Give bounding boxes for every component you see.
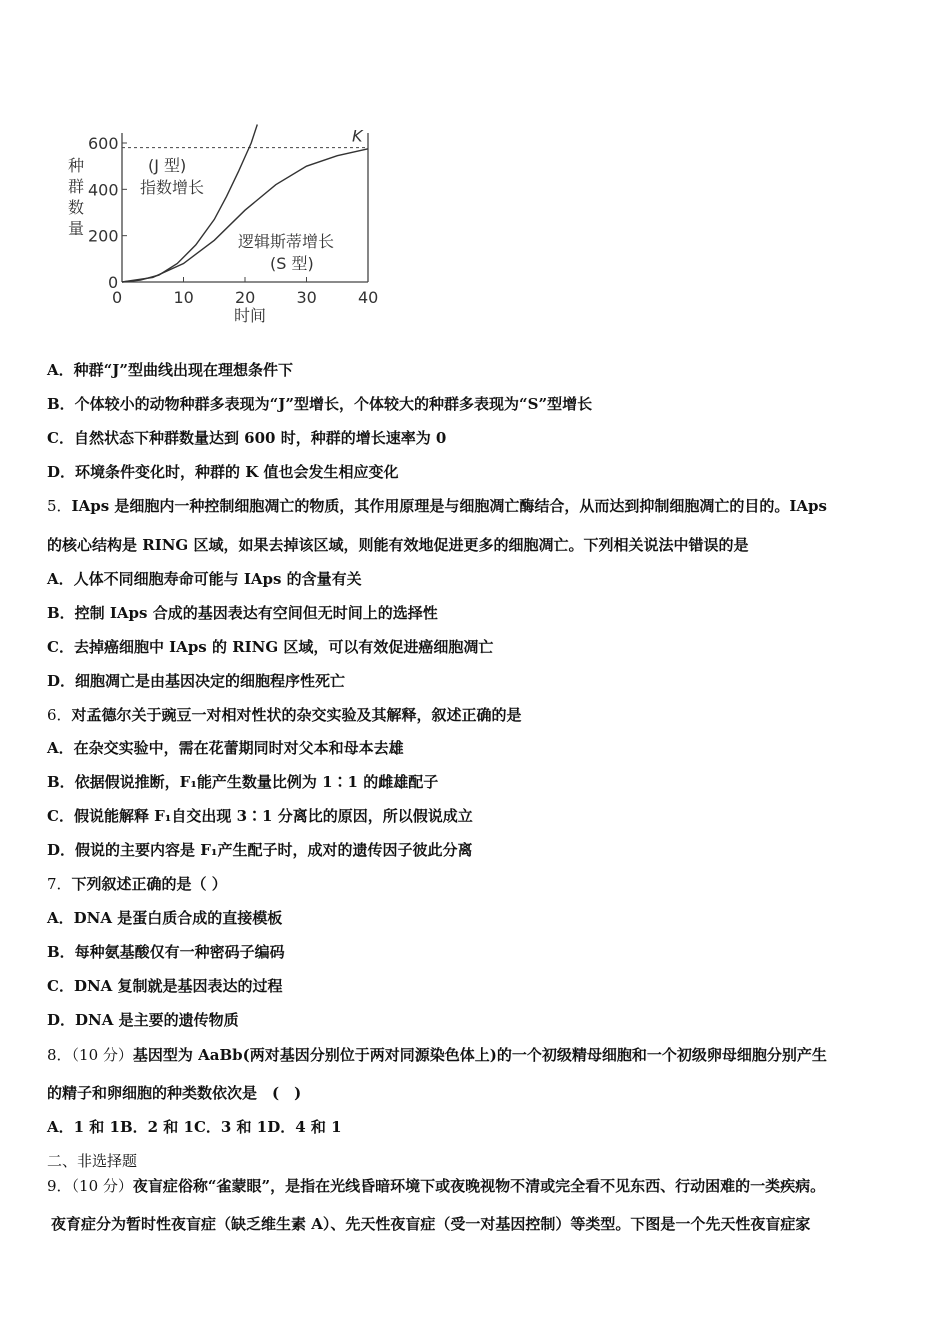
line-text: B．依据假说推断，F₁能产生数量比例为 1∶1 的雌雄配子 [47, 773, 439, 791]
line-text: C．去掉癌细胞中 IAps 的 RING 区域，可以有效促进癌细胞凋亡 [47, 638, 494, 656]
question-number: 8．（10 分） [47, 1046, 133, 1064]
line-text: 基因型为 AaBb(两对基因分别位于两对同源染色体上)的一个初级精母细胞和一个初级卵母细胞分别产生 [132, 1046, 827, 1064]
y-tick-label: 0 [108, 273, 119, 292]
question-number: 6． [47, 706, 72, 724]
line-text: 对孟德尔关于豌豆一对相对性状的杂交实验及其解释，叙述正确的是 [71, 706, 522, 724]
text-line [47, 360, 293, 380]
question-number: 7． [47, 875, 72, 893]
line-text: B．个体较小的动物种群多表现为“J”型增长，个体较大的种群多表现为“S”型增长 [47, 395, 593, 413]
line-text: C．假说能解释 F₁自交出现 3∶1 分离比的原因，所以假说成立 [47, 807, 473, 825]
x-axis-title: 时间 [234, 306, 267, 325]
line-text: 的精子和卵细胞的种类数依次是 ( ) [47, 1084, 302, 1102]
text-line [47, 671, 345, 691]
y-axis-title-char: 群 [68, 177, 85, 196]
text-line [47, 1151, 137, 1171]
y-axis-title-char: 量 [68, 219, 85, 238]
text-line [47, 1010, 239, 1030]
y-axis-title-char: 数 [68, 198, 85, 217]
population-growth-chart [60, 115, 390, 335]
text-line [47, 637, 493, 657]
line-text: A．1 和 1B．2 和 1C．3 和 1D．4 和 1 [47, 1118, 342, 1136]
text-line [47, 1045, 827, 1065]
text-line [47, 840, 472, 860]
text-line [47, 1117, 342, 1137]
text-line [47, 976, 283, 996]
line-text: IAps 是细胞内一种控制细胞凋亡的物质，其作用原理是与细胞凋亡酶结合，从而达到抑制细胞凋亡的目的。IAps [71, 497, 827, 515]
line-text: 二、非选择题 [47, 1152, 138, 1170]
text-line [47, 705, 522, 725]
line-text: B．控制 IAps 合成的基因表达有空间但无时间上的选择性 [47, 604, 438, 622]
line-text: B．每种氨基酸仅有一种密码子编码 [47, 943, 285, 961]
line-text: 夜盲症俗称“雀蒙眼”，是指在光线昏暗环境下或夜晚视物不清或完全看不见东西、行动困难的一类疾病。 [132, 1177, 826, 1195]
line-text: C．DNA 复制就是基因表达的过程 [47, 977, 283, 995]
text-line [47, 496, 827, 516]
s-curve-label: (S 型) [270, 254, 314, 273]
text-line [47, 772, 438, 792]
line-text: C．自然状态下种群数量达到 600 时，种群的增长速率为 0 [47, 429, 447, 447]
line-text: 夜育症分为暂时性夜盲症（缺乏维生素 A）、先天性夜盲症（受一对基因控制）等类型。下图是一个先天性夜盲症家 [51, 1215, 811, 1233]
text-line [47, 569, 362, 589]
text-line [47, 535, 748, 555]
text-line [47, 738, 404, 758]
line-text: 下列叙述正确的是（ ） [71, 875, 227, 893]
j-curve-label: 指数增长 [140, 178, 205, 197]
y-tick-label: 200 [88, 226, 119, 246]
text-line [47, 908, 282, 928]
x-tick-label: 10 [173, 288, 194, 307]
x-tick-label: 20 [235, 288, 256, 307]
question-number: 5． [47, 497, 72, 515]
line-text: A．DNA 是蛋白质合成的直接模板 [47, 909, 283, 927]
line-text: D．DNA 是主要的遗传物质 [47, 1011, 239, 1029]
text-line [51, 1214, 810, 1234]
text-line [47, 428, 446, 448]
text-line [47, 806, 473, 826]
question-number: 9．（10 分） [47, 1177, 133, 1195]
text-line [47, 603, 438, 623]
line-text: D．假说的主要内容是 F₁产生配子时，成对的遗传因子彼此分离 [47, 841, 473, 859]
y-tick-label: 600 [88, 134, 119, 153]
line-text: A．人体不同细胞寿命可能与 IAps 的含量有关 [47, 570, 362, 588]
line-text: 的核心结构是 RING 区域，如果去掉该区域，则能有效地促进更多的细胞凋亡。下列相关说法中错误的是 [47, 536, 749, 554]
text-line [47, 1083, 301, 1103]
text-line [47, 942, 285, 962]
text-line [47, 394, 592, 414]
j-curve-label: (J 型) [148, 156, 187, 175]
line-text: D．细胞凋亡是由基因决定的细胞程序性死亡 [47, 672, 346, 690]
x-tick-label: 0 [112, 288, 123, 307]
y-axis-title-char: 种 [68, 156, 85, 175]
text-line [47, 462, 399, 482]
y-tick-label: 400 [88, 180, 119, 200]
k-label: K [352, 126, 363, 146]
x-tick-label: 30 [296, 288, 317, 307]
text-line [47, 1176, 825, 1196]
line-text: D．环境条件变化时，种群的 K 值也会发生相应变化 [47, 463, 399, 481]
x-tick-label: 40 [358, 288, 379, 307]
line-text: A．在杂交实验中，需在花蕾期同时对父本和母本去雄 [47, 739, 404, 757]
s-curve-label: 逻辑斯蒂增长 [238, 232, 335, 251]
y-axis-title [68, 156, 84, 238]
text-line [47, 874, 227, 894]
line-text: A．种群“J”型曲线出现在理想条件下 [47, 361, 293, 379]
